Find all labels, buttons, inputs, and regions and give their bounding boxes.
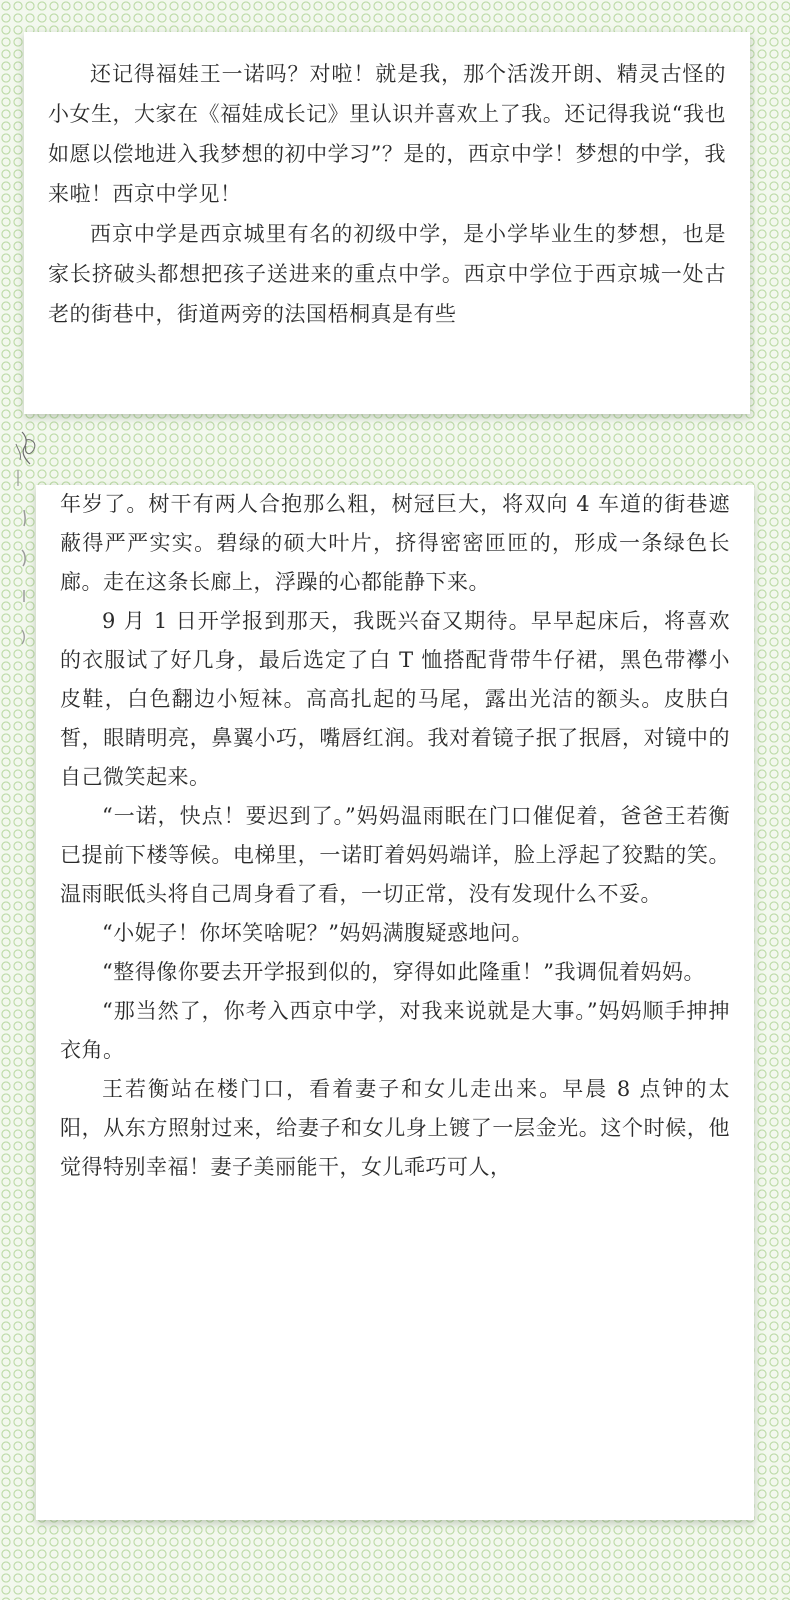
paragraph-school: 西京中学是西京城里有名的初级中学，是小学毕业生的梦想，也是家长挤破头都想把孩子送进来的重点中学。西京中学位于西京城一处古老的街巷中，街道两旁的法国梧桐真是有些 [48, 222, 726, 326]
paragraph-first-day: 9 月 1 日开学报到那天，我既兴奋又期待。早早起床后，将喜欢的衣服试了好几身，最后选定了白 T 恤搭配背带牛仔裙，黑色带襻小皮鞋，白色翻边小短袜。高高扎起的马尾，露出光洁的额头。皮肤白皙，眼睛明亮，鼻翼小巧，嘴唇红润。我对着镜子抿了抿唇，对镜中的自己微笑起来。 [60, 609, 730, 789]
paragraph-mom-urging: “一诺，快点！要迟到了。”妈妈温雨眠在门口催促着，爸爸王若衡已提前下楼等候。电梯里，一诺盯着妈妈端详，脸上浮起了狡黠的笑。温雨眠低头将自己周身看了看，一切正常，没有发现什么不妥。 [60, 804, 730, 906]
paragraph-intro: 还记得福娃王一诺吗？对啦！就是我，那个活泼开朗、精灵古怪的小女生，大家在《福娃成长记》里认识并喜欢上了我。还记得我说“我也如愿以偿地进入我梦想的初中学习”？是的，西京中学！梦想的中学，我来啦！西京中学见！ [48, 62, 726, 206]
paragraph-mom-reply: “那当然了，你考入西京中学，对我来说就是大事。”妈妈顺手抻抻衣角。 [60, 999, 730, 1062]
paragraph-dad: 王若衡站在楼门口，看着妻子和女儿走出来。早晨 8 点钟的太阳，从东方照射过来，给妻子和女儿身上镀了一层金光。这个时候，他觉得特别幸福！妻子美丽能干，女儿乖巧可人， [60, 1077, 730, 1179]
paragraph-mom-question: “小妮子！你坏笑啥呢？”妈妈满腹疑惑地问。 [102, 921, 533, 945]
page-card-top [24, 32, 750, 414]
paragraph-tease: “整得像你要去开学报到似的，穿得如此隆重！”我调侃着妈妈。 [102, 960, 705, 984]
paragraph-continuation: 年岁了。树干有两人合抱那么粗，树冠巨大，将双向 4 车道的街巷遮蔽得严严实实。碧绿的硕大叶片，挤得密密匝匝的，形成一条绿色长廊。走在这条长廊上，浮躁的心都能静下来。 [60, 492, 730, 594]
page-card-bottom [36, 485, 754, 1520]
